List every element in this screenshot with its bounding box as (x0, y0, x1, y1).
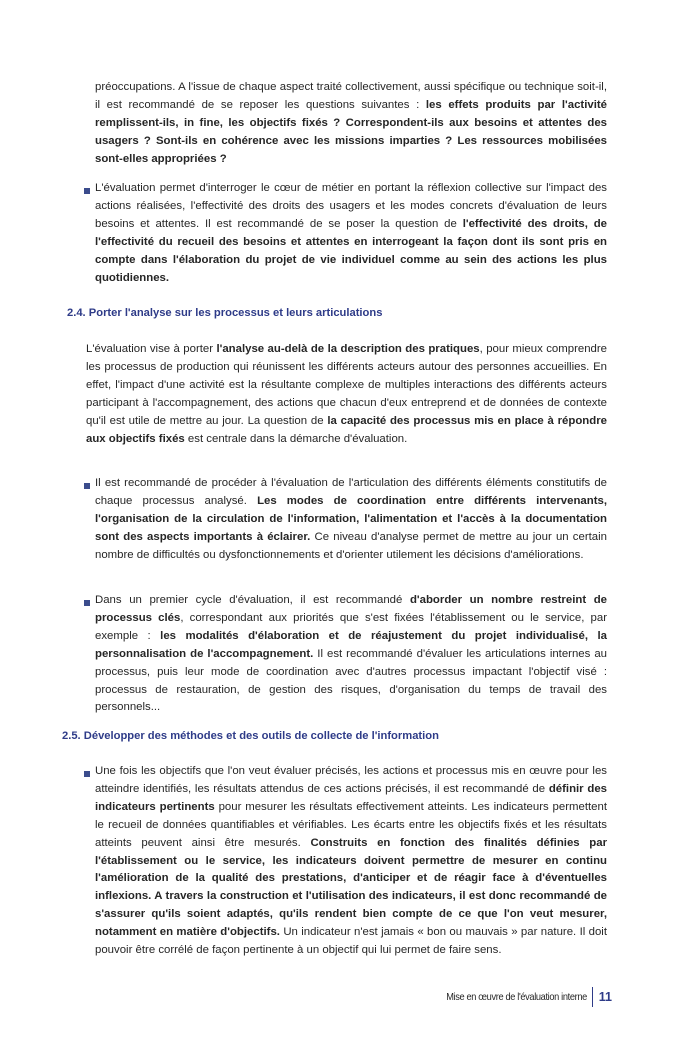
paragraph-text: Il est recommandé de procéder à l'évaluation de l'articulation des différents éléments constitutifs de chaque processus analysé. (95, 477, 607, 507)
page-number: 11 (598, 990, 612, 1004)
paragraph-text: est centrale dans la démarche d'évaluation. (184, 432, 408, 445)
paragraph-bold-text: la capacité des processus mis en place à répondre aux objectifs fixés (86, 414, 607, 445)
section-heading-2-5: 2.5. Développer des méthodes et des outils de collecte de l'information (62, 730, 439, 742)
paragraph-bold-text: Les modes de coordination entre différents intervenants, l'organisation de la circulation de l'information, l'alimentation et l'accès à la documentation sont des aspects importants à éclairer. (95, 494, 607, 543)
bullet-marker (84, 188, 90, 194)
paragraph-text: , correspondant aux priorités que s'est fixées l'établissement ou le service, par exemple : (95, 611, 607, 642)
footer-document-title: Mise en œuvre de l'évaluation interne (446, 991, 587, 1003)
paragraph-text: Il est recommandé d'évaluer les articulations internes au processus, puis leur mode de coordination avec d'autres processus impactant l'objectif visé : processus de restauration, de gestion des risques, d'organisation du temps de travail des personnels... (95, 647, 607, 714)
section-heading-2-4: 2.4. Porter l'analyse sur les processus et leurs articulations (67, 307, 383, 319)
paragraph-bold-text: les effets produits par l'activité remplissent-ils, in fine, les objectifs fixés ? Correspondent-ils aux besoins et attentes des usagers ? Sont-ils en cohérence avec les missions imparties ? Les ressources mobilisées sont-elles appropriées ? (95, 98, 607, 165)
bullet-marker (84, 771, 90, 777)
paragraph-bold-text: d'aborder un nombre restreint de processus clés (95, 594, 607, 624)
paragraph-text: Dans un premier cycle d'évaluation, il est recommandé (95, 594, 410, 606)
paragraph-text: L'évaluation permet d'interroger le cœur de métier en portant la réflexion collective sur l'impact des actions réalisées, l'effectivité des droits des usagers et les modes concrets d'évaluation de leurs besoins et attentes. Il est recommandé de se poser la question de (95, 182, 607, 230)
paragraph-text: pour mesurer les résultats effectivement atteints. Les indicateurs permettent le recueil de données quantifiables et vérifiables. Les écarts entre les objectifs fixés et les résultats atteints peuvent ainsi être mesurés. (95, 800, 607, 849)
paragraph-text: Un indicateur n'est jamais « bon ou mauvais » par nature. Il doit pouvoir être corrélé de façon pertinente à un objectif qui lui permet de faire sens. (95, 926, 607, 957)
paragraph-bold-text: Construits en fonction des finalités définies par l'établissement ou le service, les indicateurs doivent permettre de mesurer en continu l'amélioration de la qualité des prestations, d'anticiper et de réagir face à d'éventuelles inflexions. A travers la construction et l'utilisation des indicateurs, il est donc recommandé de s'assurer qu'ils soient adaptés, qu'ils rendent bien compte de ce que l'on veut mesurer, notamment en matière d'objectifs. (95, 836, 608, 939)
bullet-marker (84, 483, 90, 489)
paragraph-text: préoccupations. A l'issue de chaque aspect traité collectivement, aussi spécifique ou technique soit-il, il est recommandé de se reposer les questions suivantes : (95, 81, 607, 111)
paragraph-text: , pour mieux comprendre les processus de production qui réunissent les différents acteurs autour des personnes accueillies. En effet, l'impact d'une activité est la résultante complexe de multiples interactions des différents acteurs participant à l'accompagnement, des actions que chacun d'eux entreprend et de données de contexte qu'il est utile de mettre au jour. La question de (86, 343, 607, 427)
paragraph-evaluation-processus (86, 341, 607, 448)
paragraph-text: Ce niveau d'analyse permet de mettre au jour un certain nombre de difficultés ou dysfonctionnements et d'orienter utilement les décisions d'améliorations. (95, 530, 607, 561)
page-footer (427, 988, 612, 1006)
paragraph-bullet-premier-cycle (95, 592, 607, 717)
paragraph-bold-text: l'effectivité des droits, de l'effectivité du recueil des besoins et attentes en interrogeant la façon dont ils sont pris en compte dans l'élaboration du projet de vie individuel comme au sein des actions les plus quotidiennes. (95, 217, 607, 284)
paragraph-bold-text: définir des indicateurs pertinents (95, 782, 607, 813)
paragraph-bullet-indicateurs (95, 763, 607, 960)
paragraph-text: L'évaluation vise à porter (86, 343, 217, 355)
footer-divider (592, 987, 593, 1007)
bullet-marker (84, 600, 90, 606)
paragraph-bold-text: les modalités d'élaboration et de réajustement du projet individualisé, la personnalisation de l'accompagnement. (95, 629, 607, 660)
paragraph-bullet-evaluation-coeur-metier (95, 180, 607, 287)
paragraph-bullet-articulation (95, 475, 607, 565)
paragraph-text: Une fois les objectifs que l'on veut évaluer précisés, les actions et processus mis en œuvre pour les atteindre identifiés, les résultats attendus de ces actions précisés, il est recommandé de (95, 765, 607, 795)
paragraph-continuation (95, 79, 607, 169)
paragraph-bold-text: l'analyse au-delà de la description des pratiques (216, 343, 480, 355)
